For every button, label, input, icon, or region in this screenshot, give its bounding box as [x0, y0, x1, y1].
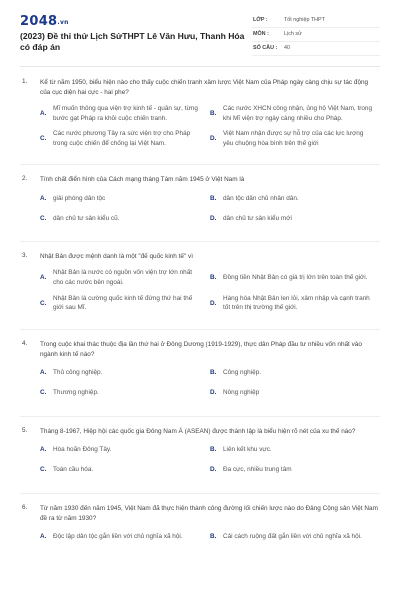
- option-letter: D.: [210, 466, 217, 474]
- option-text: Thủ công nghiệp.: [53, 368, 103, 376]
- question-number: 4.: [22, 339, 28, 347]
- question-text: Kể từ năm 1950, biểu hiện nào cho thấy cuộc chiến tranh xâm lược Việt Nam của Pháp ngày càng chịu sự tác động của cục diện hai cực - hai phe?: [40, 79, 369, 96]
- option-letter: B.: [210, 533, 217, 541]
- meta-value: Lịch sử: [284, 31, 302, 37]
- option-text: dân chủ tư sản kiểu mới: [223, 214, 292, 222]
- meta-key: MÔN :: [253, 31, 269, 37]
- question-divider: [20, 329, 380, 330]
- option-text: dân chủ tư sản kiểu cũ.: [53, 214, 120, 222]
- question-list: [0, 78, 400, 560]
- question-text: Trong cuộc khai thác thuộc địa lần thứ hai ở Đông Dương (1919-1929), thực dân Pháp đầu tư nhiều vốn nhất vào ngành kinh tế nào?: [40, 340, 362, 358]
- answer-option-d[interactable]: [210, 211, 380, 225]
- answer-option-a[interactable]: [40, 443, 210, 457]
- option-text: Công nghiệp.: [223, 368, 262, 376]
- question-number: 3.: [22, 252, 28, 260]
- answer-option-d[interactable]: [210, 463, 380, 477]
- option-text: Nông nghiệp: [223, 388, 260, 396]
- option-letter: A.: [40, 446, 47, 454]
- option-letter: C.: [40, 135, 47, 143]
- answer-option-b[interactable]: [210, 366, 380, 380]
- option-letter: B.: [210, 274, 217, 282]
- option-text: dân tộc dân chủ nhân dân.: [223, 194, 299, 202]
- option-text: Đa cực, nhiều trung tâm: [223, 465, 292, 473]
- option-text: giải phóng dân tộc: [53, 194, 106, 202]
- exam-title: (2023) Đề thi thử Lịch SửTHPT Lê Văn Hưu, Thanh Hóa có đáp án: [20, 31, 245, 52]
- exam-meta: [252, 14, 380, 56]
- answer-option-c[interactable]: [40, 294, 210, 313]
- option-letter: C.: [40, 299, 47, 307]
- option-text: Hàng hóa Nhật Bản len lỏi, xâm nhập và cạnh tranh tốt trên thị trường thế giới.: [223, 294, 370, 312]
- exam-header: [0, 0, 400, 62]
- question-number: 5.: [22, 426, 28, 434]
- answer-option-c[interactable]: [40, 463, 210, 477]
- answer-option-a[interactable]: [40, 366, 210, 380]
- question-text: Từ năm 1930 đến năm 1945, Việt Nam đã thực hiện thành công đường lối chiến lược nào do Đảng Cộng sản Việt Nam đề ra từ năm 1930?: [40, 504, 378, 522]
- option-text: Thương nghiệp.: [53, 388, 99, 396]
- option-letter: D.: [210, 214, 217, 222]
- answer-options: [40, 191, 380, 231]
- answer-option-d[interactable]: [210, 386, 380, 400]
- option-text: Độc lập dân tộc gắn liền với chủ nghĩa xã hội.: [53, 532, 183, 540]
- question-text: Tháng 8-1967, Hiệp hội các quốc gia Đông Nam Á (ASEAN) được thành lập là biểu hiện rõ nét của xu thế nào?: [40, 427, 356, 435]
- answer-options: [40, 530, 380, 550]
- answer-option-c[interactable]: [40, 129, 210, 148]
- option-text: Các nước XHCN công nhận, ủng hộ Việt Nam, trong khi Mĩ viện trợ ngày càng nhiều cho Pháp.: [223, 105, 373, 122]
- question-1: [0, 78, 400, 154]
- answer-option-a[interactable]: [40, 191, 210, 205]
- option-letter: B.: [210, 369, 217, 377]
- answer-option-c[interactable]: [40, 211, 210, 225]
- answer-option-b[interactable]: [210, 104, 380, 123]
- option-letter: A.: [40, 110, 47, 118]
- question-number: 2.: [22, 175, 28, 183]
- option-text: Việt Nam nhận được sự hỗ trợ của các lực lượng yêu chuộng hòa bình trên thế giới: [223, 130, 364, 147]
- answer-options: [40, 366, 380, 406]
- meta-row-subject: [252, 28, 380, 42]
- meta-key: SỐ CÂU :: [253, 45, 278, 51]
- question-3: [0, 252, 400, 318]
- question-number: 6.: [22, 503, 28, 511]
- option-letter: A.: [40, 533, 47, 541]
- question-6: [0, 504, 400, 550]
- option-text: Mĩ muốn thông qua viện trợ kinh tế - quân sự, từng bước gạt Pháp ra khỏi cuộc chiến tranh.: [53, 105, 198, 122]
- answer-option-b[interactable]: [210, 268, 380, 287]
- meta-row-count: [252, 42, 380, 56]
- option-letter: D.: [210, 299, 217, 307]
- meta-value: 40: [284, 45, 290, 51]
- option-text: Cải cách ruộng đất gắn liền với chủ nghĩa xã hội.: [223, 532, 362, 540]
- option-text: Các nước phương Tây ra sức viện trợ cho Pháp trong cuộc chiến để chống lại Việt Nam.: [53, 130, 191, 147]
- option-letter: B.: [210, 446, 217, 454]
- meta-row-class: [252, 14, 380, 28]
- answer-options: [40, 443, 380, 483]
- question-text: Tính chất điển hình của Cách mạng tháng Tám năm 1945 ở Việt Nam là: [40, 176, 245, 184]
- option-letter: C.: [40, 466, 47, 474]
- question-2: [0, 175, 400, 231]
- option-letter: C.: [40, 214, 47, 222]
- answer-options: [40, 104, 380, 154]
- answer-option-c[interactable]: [40, 386, 210, 400]
- option-letter: B.: [210, 194, 217, 202]
- option-letter: C.: [40, 389, 47, 397]
- answer-option-b[interactable]: [210, 443, 380, 457]
- answer-option-a[interactable]: [40, 530, 210, 544]
- question-text: Nhật Bản được mệnh danh là một "đế quốc kinh tế" vì: [40, 253, 193, 261]
- site-logo[interactable]: 2048.vn: [20, 14, 69, 29]
- option-text: Hòa hoãn Đông Tây.: [53, 445, 112, 453]
- option-letter: D.: [210, 389, 217, 397]
- answer-option-a[interactable]: [40, 104, 210, 123]
- option-letter: A.: [40, 369, 47, 377]
- option-letter: A.: [40, 194, 47, 202]
- question-divider: [20, 416, 380, 417]
- answer-option-b[interactable]: [210, 191, 380, 205]
- answer-options: [40, 268, 380, 318]
- question-divider: [20, 493, 380, 494]
- answer-option-d[interactable]: [210, 294, 380, 313]
- question-divider: [20, 164, 380, 165]
- answer-option-a[interactable]: [40, 268, 210, 287]
- option-text: Nhật Bản là cường quốc kinh tế đứng thứ hai thế giới sau Mĩ.: [53, 294, 193, 312]
- meta-value: Tốt nghiệp THPT: [284, 17, 325, 23]
- meta-key: LỚP :: [253, 17, 268, 23]
- question-4: [0, 340, 400, 406]
- option-letter: A.: [40, 274, 47, 282]
- option-text: Nhật Bản là nước có nguồn vốn viện trợ lớn nhất cho các nước bên ngoài.: [53, 269, 193, 286]
- option-text: Đồng tiền Nhật Bản có giá trị lớn trên toàn thế giới.: [223, 274, 368, 282]
- question-divider: [20, 241, 380, 242]
- option-letter: D.: [210, 135, 217, 143]
- answer-option-d[interactable]: [210, 129, 380, 148]
- answer-option-b[interactable]: [210, 530, 380, 544]
- header-divider: [20, 66, 380, 67]
- option-text: Liên kết khu vực.: [223, 445, 272, 453]
- question-5: [0, 427, 400, 483]
- question-number: 1.: [22, 78, 28, 85]
- option-text: Toàn cầu hóa.: [53, 465, 94, 473]
- option-letter: B.: [210, 110, 217, 118]
